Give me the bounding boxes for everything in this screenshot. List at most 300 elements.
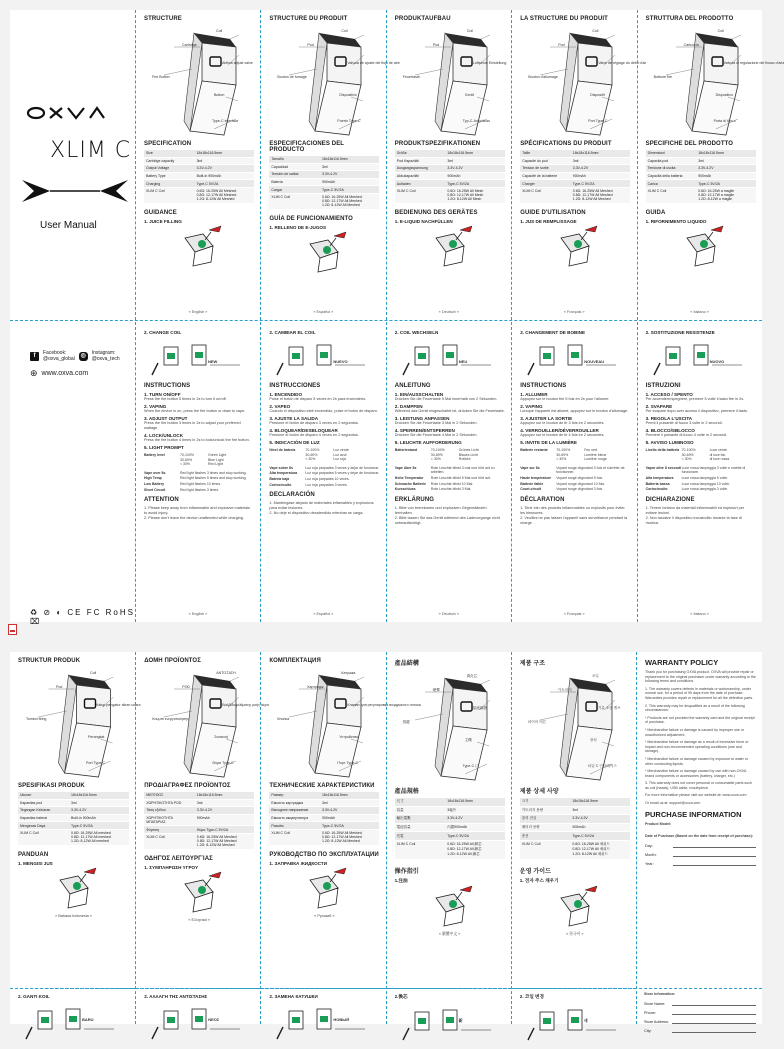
spec-value: Type-C 5V/2A [69,822,129,830]
month-field[interactable] [645,853,756,857]
device-drawing-icon [269,667,379,783]
spec-value: 3.3V-4.2V [696,165,755,173]
spec-key: ΧΩΡΗΤΙΚΟΤΗΤΑ ΜΠΑΤΑΡΙΑΣ [144,814,195,826]
spec-value: 3ml [195,799,254,807]
structure-title: PRODUKTAUFBAU [394,16,451,22]
device-diagram [18,667,141,783]
new-coil-label: NEW [208,359,218,364]
spec-row [395,823,505,832]
structure-callout: Порт Type-C [337,761,359,765]
juice-filling-illustration-icon [44,866,104,912]
spec-key: ΜΕΓΕΘΟΣ [144,792,195,799]
website-link[interactable]: www.oxva.com [41,370,89,377]
prompt-condition: Batteria bassa [645,481,670,486]
attention-text: 2. Please don't leave the device unattended while charging. [144,516,244,521]
spec-key: Capacité du pod [520,157,571,165]
prompt-result: Luz roja parpadea 10 veces. [305,476,350,481]
structure-callout: Θύρα Type-C [212,761,234,765]
warranty-bullet: * Merchandise failure or damage as a result of excessive force or impact and non-recommended operating conditions (use and storage). [645,740,749,754]
instructions-title: INSTRUCCIONES [269,383,321,389]
guidance-title: GUÍA DE FUNCIONAMIENTO [269,215,353,222]
spec-row [395,832,505,841]
battery-range: 30-69% [180,457,193,462]
spec-key: Capacité de la batterie [520,172,571,180]
prompt-row [646,476,756,481]
instructions-title: ANLEITUNG [394,383,431,389]
spec-value: 0.6Ω: 16-25W a maglie 0.8Ω: 12-17W a maglie 1.2Ω: 8-12W a maglie [696,187,755,203]
instruction-text: Presione el botón de disparo 4 veces en 2 segundos. [269,433,359,437]
new-coil-label: ΝΕΟΣ [208,1017,220,1022]
spec-key: Kapasitas pod [18,799,69,807]
spec-value: 3ml [571,157,630,165]
warranty-panel [636,652,762,1024]
step-change-coil: 2. CHANGEMENT DE BOBINE [520,330,586,335]
spec-row [646,187,756,203]
change-coil-illustration-icon [144,335,254,379]
spec-key: Tamaño [269,156,320,163]
battery-range: 70-100% [430,448,445,452]
spec-key: 충전 [520,832,571,841]
year-label: Year: [645,861,654,866]
month-label: Month: [645,852,657,857]
spec-row [395,187,505,203]
instruction-text: Press the fire button 4 times in 2s to lock/unlock the fire button. [144,438,250,442]
spec-key: Tensión de salida [269,171,320,179]
battery-light: Green Light [208,453,227,457]
spec-row [395,165,505,173]
spec-value: 0.6Ω: 16-25W All Meshed 0.8Ω: 12-17W All Meshed 1.2Ω: 8-12W All Meshed [571,187,630,203]
battery-label: Battery level [144,453,165,457]
battery-range: 30-69% [305,452,318,457]
city-field[interactable] [644,1029,756,1033]
battery-range: 70-100% [556,448,571,452]
prompt-condition: Vape over 8s [144,470,166,475]
battery-label [269,457,305,462]
structure-callout: Type-C 口 [462,764,479,768]
guidance-title: GUIDE D'UTILISATION [520,209,586,216]
spec-value: 0.6Ω: 16-25W All Mesh 0.8Ω: 12-17W All Mesh 1.2Ω: 8-12W All Mesh [445,187,504,203]
prompt-condition: Court-circuit [520,487,542,492]
prompt-result: Red light flashes 3 times and stop working. [180,470,247,475]
spec-key: 크기 [520,798,571,806]
step-juice-filling: 1. MENGISI JUS [18,860,53,866]
prompt-result: Voyant rouge clignotant 3 fois et s'arrêter de fonctionner. [556,465,625,475]
prompt-condition: Vapor oltre 8 secondi [645,465,681,470]
spec-key: 電池容量 [395,823,446,832]
instruction-heading: 3. REGOLA L'USCITA [645,416,693,421]
new-coil-label: NEU [458,359,468,364]
juice-filling-illustration-icon [545,224,605,270]
warranty-email[interactable]: Or email us at: support@oxva.com [645,801,701,806]
cover-panel [10,10,135,626]
step-juice-filling: 1. JUS DE REMPLISSAGE [520,218,577,224]
spec-value: Type-C 5V/2A [195,180,254,188]
spec-value: Type-C 5V/2A [570,832,629,841]
spec-row [395,798,505,806]
spec-value: Type-C 5V/2A [571,180,630,188]
spec-key: 充電 [395,832,446,841]
battery-range: < 30% [556,457,567,462]
spec-key: Size [144,150,195,157]
spec-value: 3ml [320,799,379,807]
spec-value: Type-C 5V/2A [320,822,379,830]
store-info-block [644,992,756,1033]
structure-callout: Pod [432,43,440,47]
cert-labels: CE FC RoHS [67,608,135,617]
instruction-heading: 2. VAPING [520,404,543,409]
spec-value: 3.3V-4.2V [445,815,504,824]
facebook-handle[interactable]: @oxva_global [43,356,75,362]
instagram-label: Instagram: [91,350,116,356]
instruction-text: Appuyez sur le bouton fire 5 fois en 2s pour l'allumer. [520,397,610,401]
spec-value: 18x18x116.5mm [195,792,254,799]
spec-key: Taille [520,150,571,157]
spec-value: 3.3V-4.2V [570,815,629,824]
phone-field[interactable] [644,1011,756,1015]
phone-label: Phone: [644,1010,657,1015]
juice-filling-figure [144,870,254,916]
battery-range: < 30% [681,457,692,462]
prompt-row [520,476,630,481]
juice-filling-illustration-icon [545,884,605,930]
battery-light: Grünes Licht [458,448,479,452]
language-label: « Русский » [314,913,335,918]
day-field[interactable] [645,844,756,848]
device-drawing-icon [395,670,505,786]
instruction-heading: 1. ALLUMER [520,392,548,397]
spec-row [520,157,630,165]
structure-callout: 主機 [464,738,472,742]
structure-title: 產品結構 [394,661,419,667]
spec-value: 18x18x116.5mm [320,156,379,163]
spec-row [18,814,129,822]
spec-row [269,156,379,163]
device-diagram [144,667,269,783]
spec-title: ΠΡΟΔΙΑΓΡΑΦΕΣ ΠΡΟΪΟΝΤΟΣ [144,783,231,789]
warranty-p3: 3. This warranty does not cover personal or consumable parts such as coil (heads), USB cable, mouthpiece. [645,781,753,790]
spec-key: Cargar [269,186,320,194]
spec-row [269,799,379,807]
structure-callout: Port Type-C [86,761,106,765]
spec-value: 3.3V-4.2V [320,807,379,815]
prompt-row [269,466,379,471]
spec-value: 3.3V-4.2V [571,165,630,173]
attention-text: 1. Tenir loin des produits inflammables ou explosifs pour éviter les blessures. [520,505,625,515]
structure-callout: Port Type-C [588,119,608,123]
attention-text: 2. Veuillez ne pas laisser l'appareil sans surveillance pendant la charge. [520,515,628,525]
attention-text: 1. Manténgase alejado de materiales inflamables y explosivos para evitar lesiones. [269,501,374,511]
structure-callout: Устройство [339,735,359,739]
certification-marks [30,608,135,626]
structure-callout: Картридж [307,685,324,689]
spec-row [144,833,254,849]
instruction-heading: 1. EIN/AUSSCHALTEN [394,392,444,397]
spec-value: 18x18x116.5mm [445,798,504,806]
instruction-heading: 2. DAMPFEN [394,404,423,409]
battery-label [144,462,180,467]
warranty-p1: 1. The warranty covers defects in materials or workmanship, under normal use, for a period of 90 days from the date of purchase. Warranties provides repair or replacement for all the defective parts. [645,686,754,700]
structure-callout: Tombol firing [26,717,47,721]
battery-range: < 30% [430,457,441,462]
juice-filling-figure [269,866,379,912]
spec-value: 3ml [570,806,629,815]
language-label: « Italiano » [690,612,709,616]
spec-value: Type-C 5V/2A [320,186,379,194]
instruction-text: Appuyez sur le bouton de tir 4 fois en 2 secondes. [520,433,605,437]
spec-row [18,807,129,815]
change-coil-illustration-icon [269,999,379,1043]
prompt-result: Rote Leuchte blinkt 5 Mal und hört auf. [430,475,491,480]
battery-light: Lumière bleue [584,452,607,457]
structure-callout: Perangkat [88,735,105,739]
structure-callout: ΑΝΤΙΣΤΑΣΗ [216,671,236,675]
spec-key: Aufladen [395,180,446,188]
step-change-coil: 2. ЗАМЕНА КАТУШКИ [269,994,318,999]
spec-row [520,187,630,203]
spec-row [395,815,505,824]
instruction-heading: 4. BLOCCO/SBLOCCO [645,428,695,433]
spec-key: Mengecas Daya [18,822,69,830]
spec-value: 900mAh [320,814,379,822]
spec-row [269,829,379,845]
pdf-icon [8,624,17,635]
year-field[interactable] [645,862,756,866]
spec-row [144,799,254,807]
prompt-condition: Haute température [520,475,552,480]
prompt-row [520,487,630,492]
social-links [30,350,130,385]
instruction-text: Drücken Sie die Feuertaste 3 Mal in 2 Sekunden. [394,421,478,425]
spec-value: 0.6Ω: 16-25W All meshed 0.8Ω: 12-17W All meshed 1.2Ω: 8-12W All meshed [69,829,129,845]
step-juice-filling: 1.注油 [394,877,408,883]
spec-value: 900mAh [445,172,504,180]
manual-sheet-top [10,10,784,626]
spec-value: 900mAh [320,178,379,186]
structure-callout: Κουμπί ενεργοποίησης [152,717,189,721]
spec-key: Φόρτιση [144,826,195,834]
language-label: « Ελληνικά » [188,917,210,922]
prompt-result: Red light flashes 5 times and stop working. [180,476,247,481]
spec-row [269,171,379,179]
battery-label: Livello della batteria [645,448,680,452]
attention-title: DECLARACIÓN [269,492,315,499]
instruction-heading: 2. VAPEO [269,404,291,409]
spec-row [520,172,630,180]
instruction-heading: 3. AJUSTE LA SALIDA [269,416,319,421]
structure-callout: Coil [466,29,473,33]
battery-range: 30-69% [430,452,443,457]
panel-upper-de [386,10,511,320]
change-coil-illustration-icon [520,335,630,379]
spec-key: XLIM C Coil [395,840,446,859]
spec-key: Tensione di uscita [646,165,697,173]
instruction-heading: 5. AVVISO LUMINOSO [645,440,694,445]
battery-light: Feu vert [584,448,598,452]
prompt-row [269,471,379,476]
step-juice-filling: 1. 전자 주스 채우기 [519,877,559,883]
device-drawing-icon [18,667,129,783]
spec-key: 출력 전압 [520,815,571,824]
prompt-condition: Vape sobre 8s [269,465,293,470]
spec-row [395,180,505,188]
day-label: Day: [645,843,653,848]
structure-callout: 기류 조절 밸브 [597,706,621,710]
change-coil-illustration-icon [269,335,379,379]
guidance-title: PANDUAN [18,851,49,858]
panel-lower-it [637,322,762,622]
prompt-condition: Kurzschluss [394,487,416,492]
change-coil-figure [18,999,128,1027]
spec-table [646,150,756,204]
spec-key: XLIM C Coil [269,193,320,209]
juice-filling-figure [18,866,129,912]
instructions-title: INSTRUCTIONS [520,383,567,389]
instruction-text: When the device is on, press the fire button or draw to vape. [144,409,246,413]
panel-upper-fr [260,10,400,320]
change-coil-illustration-icon [395,335,505,379]
instagram-handle[interactable]: @oxva_tech [91,356,120,362]
structure-callout: Bouton de fumage [277,75,307,79]
spec-row [520,798,630,806]
device-diagram [144,25,254,141]
spec-key: Carica [646,180,697,188]
spec-row [18,792,129,799]
step-juice-filling: 1. RELLENO DE E-JUGOS [269,224,327,230]
spec-row [269,163,379,171]
spec-key: 容量 [395,806,446,815]
change-coil-illustration-icon [144,999,254,1043]
device-diagram [269,25,400,141]
spec-row [144,172,254,180]
structure-title: LA STRUCTURE DU PRODUIT [520,16,608,22]
spec-row [269,807,379,815]
spec-row [395,157,505,165]
spec-row [395,172,505,180]
instruction-heading: 3. LEISTUNG ANPASSEN [394,416,450,421]
panel-upper-it [637,10,784,320]
instruction-heading: 2. SVAPARE [645,404,673,409]
prompt-row [269,477,379,482]
spec-value: 0.6Ω: 16-25W All Meshed 0.8Ω: 12-17W All Meshed 1.2Ω: 8-12W All Meshed [195,187,254,203]
spec-value: 900mAh [570,823,629,832]
device-diagram [395,670,505,786]
spec-row [144,165,254,173]
structure-callout: 코일 [591,674,599,678]
battery-light: Blue Light [208,457,224,462]
instruction-text: Per svapare dopo aver acceso il dispositivo, premere il tasto. [645,409,748,413]
battery-range: < 30% [180,462,191,467]
spec-key: Cartridge capacity [144,157,195,165]
spec-value: Built-in 900mAh [69,814,129,822]
spec-table [395,798,505,860]
juice-filling-illustration-icon [169,870,229,916]
change-coil-illustration-icon [646,335,756,379]
spec-key: ΧΩΡΗΤΙΚΟΤΗΤΑ POD [144,799,195,807]
spec-title: ТЕХНИЧЕСКИЕ ХАРАКТЕРИСТИКИ [269,783,375,789]
spec-value: 900mAh [195,814,254,826]
structure-title: ΔΟΜΗ ΠΡΟΪΟΝΤΟΣ [144,658,201,664]
fold-line-horizontal [10,988,762,989]
city-label: City: [644,1028,652,1033]
spec-key: Capacità pod [646,157,697,165]
battery-light: Luz roja [333,457,346,462]
spec-row [520,815,630,824]
step-juice-filling: 1. ΣΥΜΠΛΗΡΩΣΗ ΥΓΡΟΥ [144,864,199,870]
store-name-field[interactable] [644,1002,756,1006]
structure-callout: 霧化芯 [466,674,478,678]
prompt-row [395,482,505,487]
spec-value: 18x18x116.5mm [69,792,129,799]
change-coil-illustration-icon [18,999,128,1043]
structure-callout: Bottone fire [653,75,672,79]
battery-light: Luce verde [709,448,727,452]
address-field[interactable] [644,1020,756,1024]
spec-key: 輸出電壓 [395,815,446,824]
spec-key: XLIM C Coil [18,829,69,845]
spec-value: 3ml [320,163,379,171]
battery-label [520,457,556,462]
spec-key: XLIM C Coil [646,187,697,203]
juice-filling-figure [269,230,379,276]
prompt-result: Luz roja parpadea 5 veces y dejar de funcionar. [305,471,380,476]
spec-key: Dimensioni [646,150,697,157]
juice-filling-illustration-icon [671,224,731,270]
prompt-condition: Alta temperatura [269,471,298,476]
prompt-result: Voyant rouge clignotant 5 fois. [556,475,604,480]
device-drawing-icon [144,25,254,141]
battery-light: Luz azul [333,452,347,457]
guidance-title: 운영 가이드 [519,868,552,875]
juice-filling-illustration-icon [420,884,480,930]
prompt-condition: Schwache Batterie [394,481,426,486]
spec-table [18,792,129,846]
spec-value: 3.3V-4.2V [445,165,504,173]
spec-table [144,150,254,204]
prompt-condition: Batería baja [269,476,290,481]
panel-upper-en [135,10,260,320]
structure-callout: Luftstrom Einstellung [472,61,507,65]
xlim-arrows-icon [20,178,130,204]
structure-title: STRUTTURA DEL PRODOTTO [645,16,734,22]
spec-row [144,826,254,834]
spec-key: Output Voltage [144,165,195,173]
prompt-condition: Vape sur 8s [520,465,540,470]
structure-title: STRUCTURE [144,16,182,22]
change-coil-figure [269,999,379,1027]
juice-filling-figure [520,224,630,270]
panel-lower-fr [260,322,385,622]
instruction-text: Appuyez sur le bouton de tir 3 fois en 2 secondes. [520,421,605,425]
spec-row [520,806,630,815]
language-label: « Français » [563,310,585,314]
new-coil-label: NUEVO [333,359,348,364]
spec-key: Размер [269,792,320,799]
instruction-heading: 5. LEUCHTE AUFFORDERUNG [394,440,462,445]
guidance-title: BEDIENUNG DES GERÄTES [394,209,478,216]
warranty-contact: For more information please visit our website at: www.oxva.com [645,793,747,798]
attention-text: 2. Bitte lassen Sie das Gerät während des Ladevorgangs nicht unbeaufsichtigt. [394,515,500,525]
structure-callout: Кнопка [277,717,290,721]
battery-label [395,457,431,462]
warranty-p2: 2. This warranty may be disqualified as a result of the following circumstances: [645,703,745,713]
panel-id [10,652,141,1024]
battery-light: di luce rossa [709,457,730,462]
juice-filling-illustration-icon [294,866,354,912]
spec-value: 3ml [445,157,504,165]
battery-label: Nivel de batería [269,448,296,452]
spec-key: Pod Kapazität [395,157,446,165]
store-info-title: Store Information: [644,992,676,996]
